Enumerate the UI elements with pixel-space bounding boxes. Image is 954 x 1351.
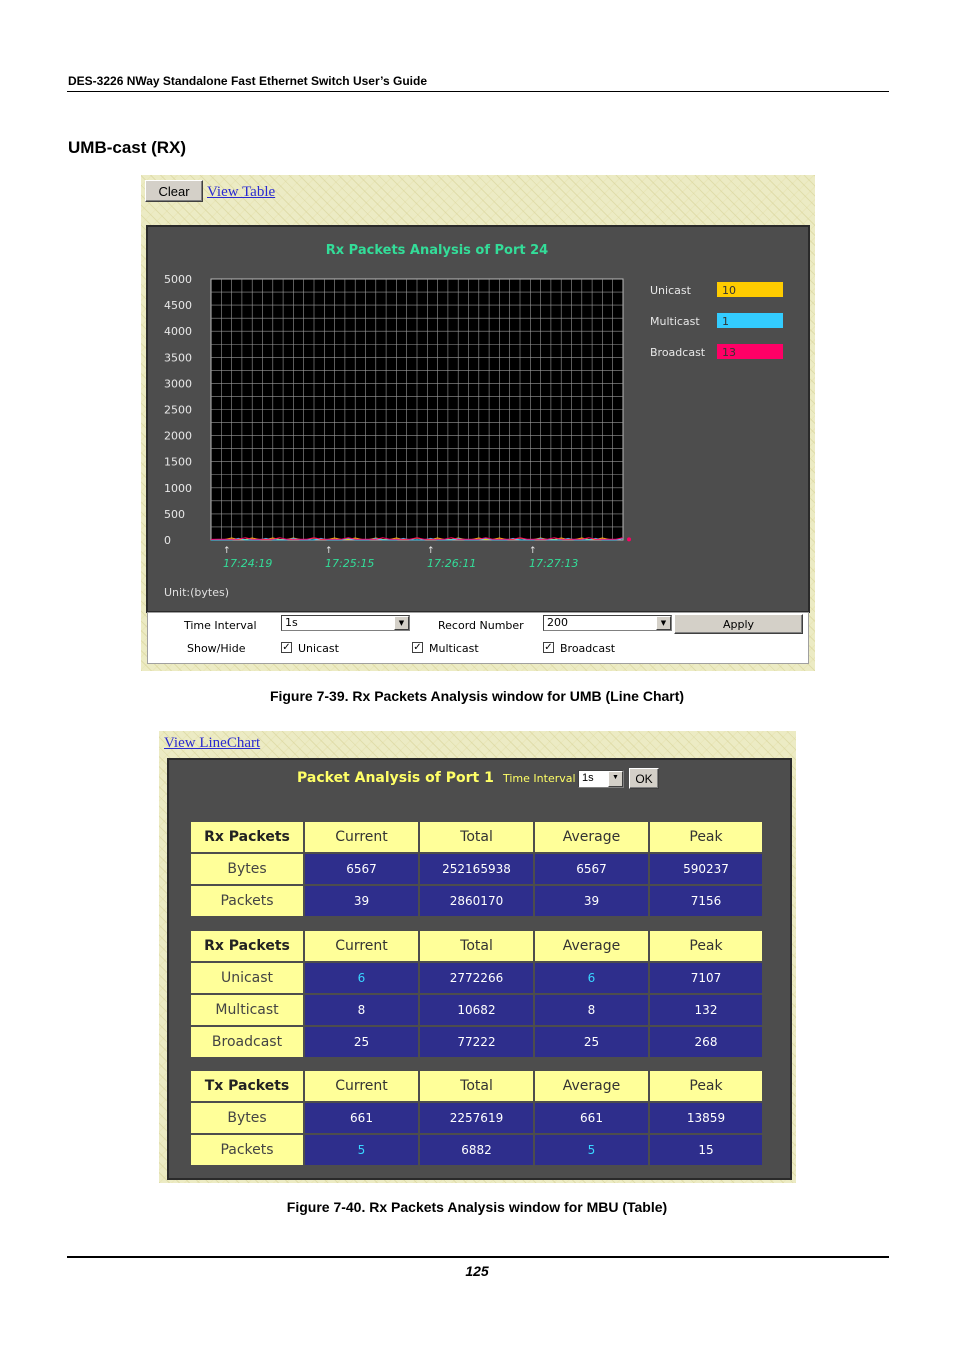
x-tick-label: 17:24:19	[223, 557, 273, 570]
cell-average: 8	[535, 995, 648, 1025]
column-header-average: Average	[535, 1071, 648, 1101]
document-header: DES-3226 NWay Standalone Fast Ethernet Switch User’s Guide	[68, 74, 427, 88]
chevron-down-icon[interactable]: ▼	[656, 616, 671, 630]
time-interval-value: 1s	[285, 616, 298, 629]
cell-current: 8	[305, 995, 418, 1025]
cell-current: 6567	[305, 854, 418, 884]
x-tick-arrow-icon: ↑	[223, 546, 231, 556]
table-header-row	[191, 822, 762, 852]
y-tick-label: 3500	[164, 351, 192, 365]
cell-average: 39	[535, 886, 648, 916]
footer-rule	[67, 1256, 889, 1258]
cell-current: 5	[305, 1135, 418, 1165]
column-header-average: Average	[535, 822, 648, 852]
cell-current: 661	[305, 1103, 418, 1133]
column-header-average: Average	[535, 931, 648, 961]
view-linechart-link[interactable]: View LineChart	[164, 735, 261, 751]
column-header-current: Current	[305, 1071, 418, 1101]
legend	[650, 282, 783, 359]
cell-total: 2772266	[420, 963, 533, 993]
column-header-current: Current	[305, 931, 418, 961]
table-header-title: Rx Packets	[191, 931, 303, 961]
figure-caption-2: Figure 7-40. Rx Packets Analysis window for MBU (Table)	[286, 1199, 668, 1215]
table-window	[159, 731, 796, 1183]
cell-total: 2257619	[420, 1103, 533, 1133]
legend-value: 13	[722, 346, 736, 359]
table-time-interval-label: Time Interval	[503, 772, 576, 785]
x-tick-arrow-icon: ↑	[325, 546, 333, 556]
table-time-interval-value: 1s	[582, 772, 594, 784]
clear-button[interactable]: Clear	[145, 180, 203, 202]
multicast-checkbox[interactable]: ✓	[413, 642, 422, 653]
row-label: Packets	[191, 1135, 303, 1165]
cell-average: 6	[535, 963, 648, 993]
column-header-peak: Peak	[650, 931, 762, 961]
table-time-interval-select[interactable]	[578, 770, 624, 788]
chevron-down-icon[interactable]: ▼	[608, 771, 623, 787]
row-label: Multicast	[191, 995, 303, 1025]
legend-label: Unicast	[650, 284, 691, 297]
cell-average: 6567	[535, 854, 648, 884]
rx-bytes-packets-table	[189, 820, 764, 918]
cell-total: 2860170	[420, 886, 533, 916]
table-row	[191, 1103, 762, 1133]
column-header-total: Total	[420, 931, 533, 961]
show-hide-label: Show/Hide	[187, 642, 246, 655]
cell-average: 5	[535, 1135, 648, 1165]
table-row	[191, 886, 762, 916]
table-row	[191, 963, 762, 993]
view-table-link[interactable]: View Table	[207, 184, 276, 200]
row-label: Bytes	[191, 1103, 303, 1133]
cell-average: 661	[535, 1103, 648, 1133]
legend-value: 10	[722, 284, 736, 297]
y-tick-label: 4500	[164, 299, 192, 313]
y-tick-label: 500	[164, 507, 185, 521]
cell-peak: 132	[650, 995, 762, 1025]
y-tick-label: 1500	[164, 455, 192, 469]
cell-peak: 7107	[650, 963, 762, 993]
table-header-row	[191, 1071, 762, 1101]
record-number-value: 200	[547, 616, 568, 629]
grid-lines	[211, 279, 623, 540]
page-number: 125	[465, 1263, 489, 1279]
y-tick-label: 4000	[164, 325, 192, 339]
time-interval-label: Time Interval	[184, 619, 257, 632]
table-row	[191, 854, 762, 884]
cell-peak: 15	[650, 1135, 762, 1165]
broadcast-checkbox[interactable]: ✓	[544, 642, 553, 653]
broadcast-checkbox-label: Broadcast	[560, 642, 616, 655]
table-window-title: Packet Analysis of Port 1	[297, 770, 494, 786]
y-axis-ticks	[164, 273, 192, 547]
chart-title: Rx Packets Analysis of Port 24	[325, 243, 549, 258]
time-interval-select[interactable]	[281, 615, 410, 631]
cell-peak: 7156	[650, 886, 762, 916]
x-tick-arrow-icon: ↑	[529, 546, 537, 556]
y-tick-label: 3000	[164, 377, 192, 391]
header-rule	[67, 91, 889, 92]
unicast-checkbox[interactable]: ✓	[282, 642, 291, 653]
multicast-checkbox-label: Multicast	[429, 642, 479, 655]
table-header-title: Rx Packets	[191, 822, 303, 852]
table-row	[191, 1135, 762, 1165]
cell-peak: 13859	[650, 1103, 762, 1133]
rx-line-chart	[148, 227, 808, 611]
series-end-marker	[627, 537, 631, 541]
legend-label: Broadcast	[650, 346, 706, 359]
record-number-select[interactable]	[543, 615, 672, 631]
y-tick-label: 1000	[164, 481, 192, 495]
x-tick-label: 17:27:13	[529, 557, 579, 570]
cell-total: 6882	[420, 1135, 533, 1165]
x-axis-ticks	[223, 546, 578, 570]
y-tick-label: 0	[164, 534, 171, 547]
column-header-total: Total	[420, 1071, 533, 1101]
cell-average: 25	[535, 1027, 648, 1057]
chart-panel	[146, 225, 810, 613]
table-row	[191, 1027, 762, 1057]
cell-current: 39	[305, 886, 418, 916]
table-panel	[167, 758, 792, 1180]
table-header-row	[191, 931, 762, 961]
line-chart-window	[141, 175, 815, 671]
row-label: Unicast	[191, 963, 303, 993]
y-tick-label: 5000	[164, 273, 192, 286]
table-row	[191, 995, 762, 1025]
cell-peak: 268	[650, 1027, 762, 1057]
record-number-label: Record Number	[438, 619, 524, 632]
x-tick-label: 17:25:15	[325, 557, 375, 570]
legend-label: Multicast	[650, 315, 700, 328]
table-header-title: Tx Packets	[191, 1071, 303, 1101]
figure-caption-1: Figure 7-39. Rx Packets Analysis window for UMB (Line Chart)	[269, 688, 685, 704]
cell-total: 10682	[420, 995, 533, 1025]
row-label: Broadcast	[191, 1027, 303, 1057]
rx-cast-table	[189, 929, 764, 1059]
column-header-peak: Peak	[650, 822, 762, 852]
section-title: UMB-cast (RX)	[68, 138, 187, 157]
cell-peak: 590237	[650, 854, 762, 884]
x-tick-arrow-icon: ↑	[427, 546, 435, 556]
y-tick-label: 2000	[164, 429, 192, 443]
chevron-down-icon[interactable]: ▼	[394, 616, 409, 630]
cell-current: 25	[305, 1027, 418, 1057]
unicast-checkbox-label: Unicast	[298, 642, 339, 655]
cell-total: 252165938	[420, 854, 533, 884]
cell-total: 77222	[420, 1027, 533, 1057]
row-label: Packets	[191, 886, 303, 916]
row-label: Bytes	[191, 854, 303, 884]
unit-label: Unit:(bytes)	[164, 586, 229, 599]
y-tick-label: 2500	[164, 403, 192, 417]
apply-button[interactable]: Apply	[674, 614, 803, 634]
column-header-total: Total	[420, 822, 533, 852]
tx-packets-table	[189, 1069, 764, 1167]
legend-value: 1	[722, 315, 729, 328]
ok-button[interactable]: OK	[629, 768, 659, 789]
column-header-peak: Peak	[650, 1071, 762, 1101]
column-header-current: Current	[305, 822, 418, 852]
control-panel	[147, 612, 809, 664]
x-tick-label: 17:26:11	[427, 557, 477, 570]
cell-current: 6	[305, 963, 418, 993]
